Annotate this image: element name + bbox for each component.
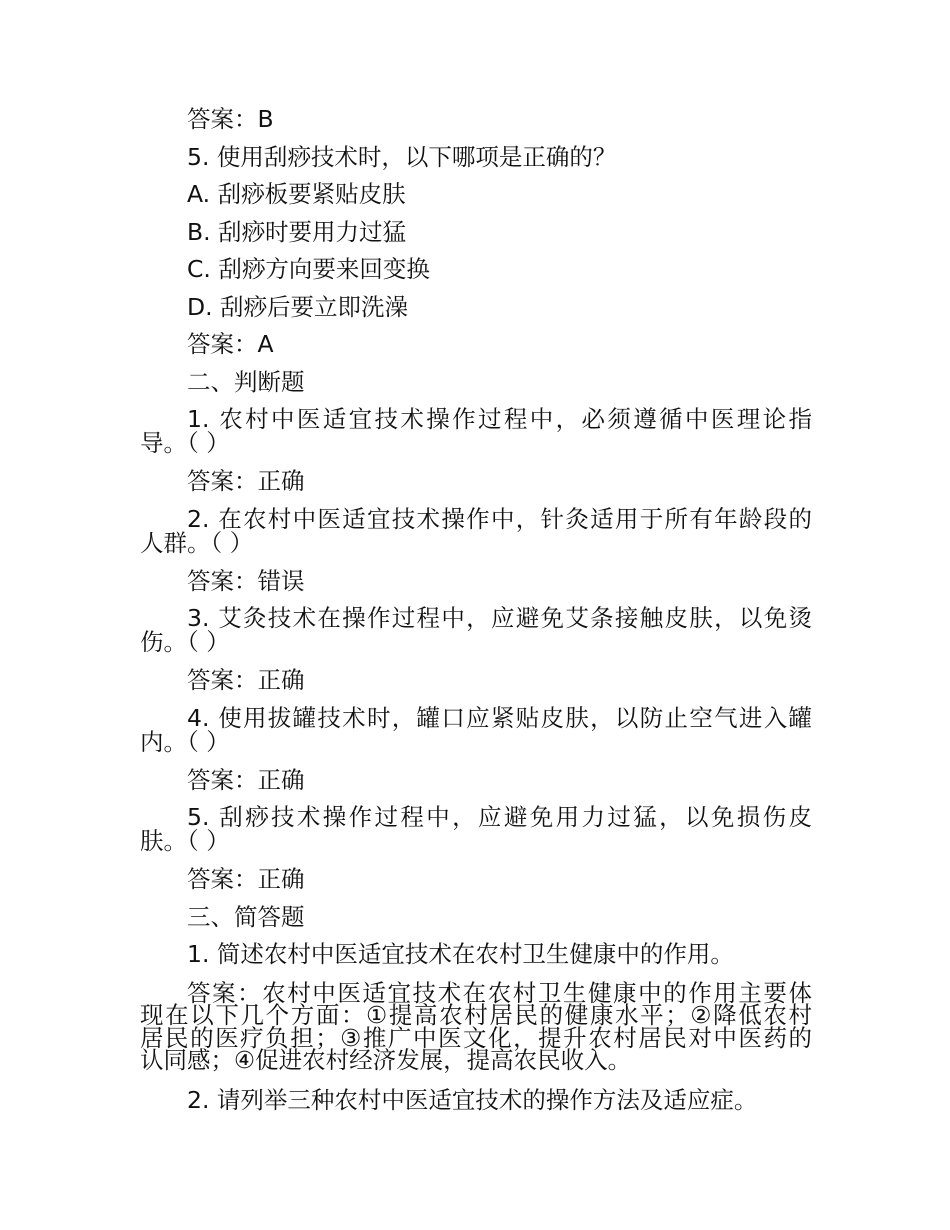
question-text-continued: 伤。（ ） xyxy=(140,628,230,656)
answer-line: 答案：A xyxy=(187,330,274,358)
answer-line: 答案：正确 xyxy=(187,666,305,694)
question-text: 4. 使用拔罐技术时，罐口应紧贴皮肤，以防止空气进入罐 xyxy=(187,703,812,732)
option-b: B. 刮痧时要用力过猛 xyxy=(187,217,407,246)
question-text: 1. 农村中医适宜技术操作过程中，必须遵循中医理论指 xyxy=(187,405,813,433)
question-text-continued: 肤。（ ） xyxy=(140,827,230,855)
true-false-question-2 xyxy=(140,504,812,557)
short-answer-question-1: 1. 简述农村中医适宜技术在农村卫生健康中的作用。 xyxy=(187,940,734,968)
answer-line: 答案：正确 xyxy=(187,765,305,794)
true-false-question-5 xyxy=(140,805,812,853)
answer-line: 答案：B xyxy=(187,105,274,133)
option-d: D. 刮痧后要立即洗澡 xyxy=(187,292,409,321)
question-text-continued: 导。（ ） xyxy=(140,429,230,457)
short-answer-question-2: 2. 请列举三种农村中医适宜技术的操作方法及适应症。 xyxy=(187,1085,758,1114)
option-c: C. 刮痧方向要来回变换 xyxy=(187,255,430,283)
question-text-continued: 内。（ ） xyxy=(140,727,230,756)
true-false-question-3 xyxy=(140,606,812,654)
question-text: 5. 刮痧技术操作过程中，应避免用力过猛，以免损伤皮 xyxy=(187,803,813,831)
option-a: A. 刮痧板要紧贴皮肤 xyxy=(187,180,406,208)
question-text: 2. 在农村中医适宜技术操作中，针灸适用于所有年龄段的 xyxy=(187,504,812,533)
answer-line: 答案：正确 xyxy=(187,467,305,495)
question-5: 5. 使用刮痧技术时，以下哪项是正确的？ xyxy=(187,142,617,171)
document-body xyxy=(140,101,812,1119)
short-answer-1-answer xyxy=(140,978,812,1074)
answer-text: 答案：农村中医适宜技术在农村卫生健康中的作用主要体 xyxy=(187,978,812,1007)
true-false-question-4 xyxy=(140,703,812,756)
true-false-question-1 xyxy=(140,407,812,455)
answer-line: 答案：错误 xyxy=(187,566,305,595)
answer-line: 答案：正确 xyxy=(187,865,305,893)
answer-text-continued: 现在以下几个方面：①提高农村居民的健康水平；②降低农村 xyxy=(140,1001,812,1029)
question-text: 3. 艾灸技术在操作过程中，应避免艾条接触皮肤，以免烫 xyxy=(187,604,812,632)
section-heading-true-false: 二、判断题 xyxy=(187,367,305,396)
section-heading-short-answer: 三、简答题 xyxy=(187,902,305,931)
question-text-continued: 人群。（ ） xyxy=(140,528,254,557)
answer-text-continued: 居民的医疗负担；③推广中医文化，提升农村居民对中医药的 xyxy=(140,1023,812,1052)
answer-text-continued: 认同感；④促进农村经济发展，提高农民收入。 xyxy=(140,1046,632,1074)
